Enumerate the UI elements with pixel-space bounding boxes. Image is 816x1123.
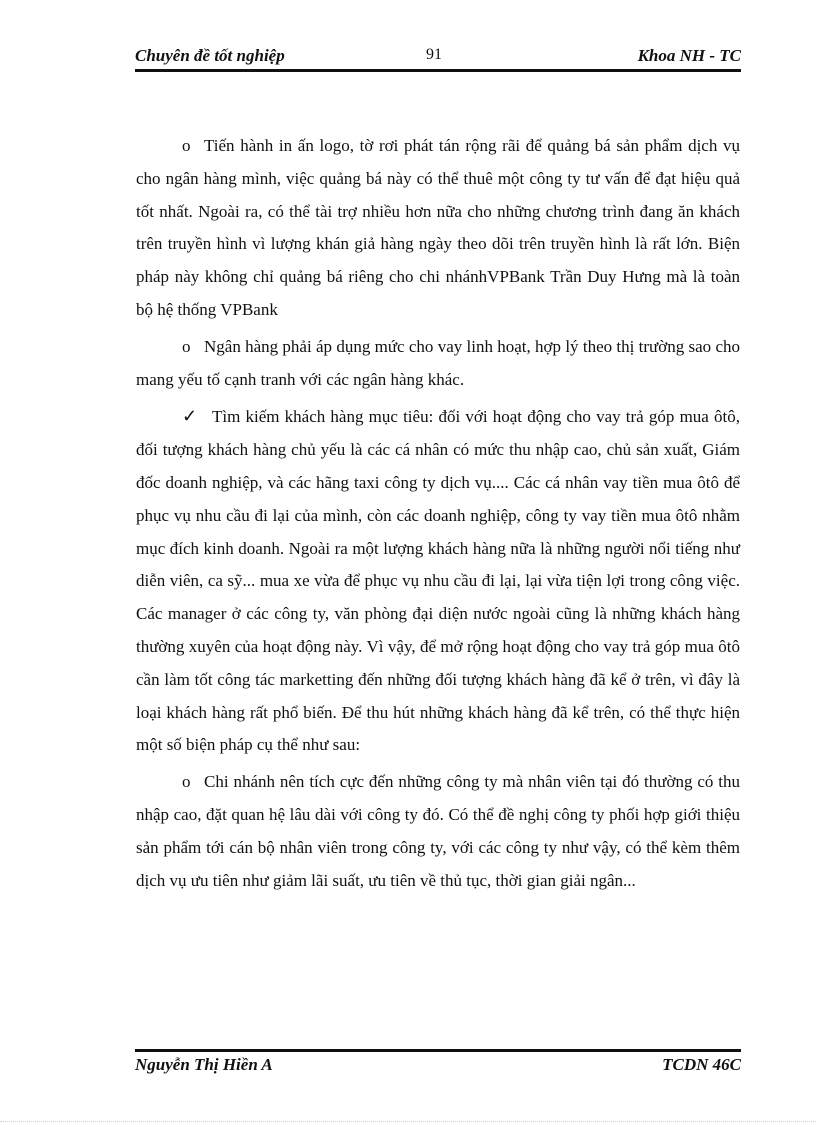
paragraph-branch-outreach [136,766,740,897]
page-footer [135,1055,741,1079]
circle-bullet-icon: o [182,136,191,155]
paragraph-target-customers [136,400,740,762]
page-header [135,46,741,70]
paragraph-text: Tìm kiếm khách hàng mục tiêu: đối với hoạt động cho vay trả góp mua ôtô, đối tượng khách hàng chủ yếu là các cá nhân có mức thu nhập cao, chủ sản xuất, Giám đốc doanh nghiệp, và các hãng taxi công ty dịch vụ.... Các cá nhân vay tiền mua ôtô để phục vụ nhu cầu đi lại của mình, còn các doanh nghiệp, công ty vay tiền mua ôtô nhằm mục đích kinh doanh. Ngoài ra một lượng khách hàng nữa là những người nổi tiếng như diễn viên, ca sỹ... mua xe vừa để phục vụ nhu cầu đi lại, lại vừa tiện lợi trong công việc. Các manager ở các công ty, văn phòng đại diện nước ngoài cũng là những khách hàng thường xuyên của hoạt động này. Vì vậy, để mở rộng hoạt động cho vay trả góp mua ôtô cần làm tốt công tác marketting đến những đối tượng khách hàng đã kể ở trên, vì đây là loại khách hàng rất phổ biến. Để thu hút những khách hàng đã kể trên, có thể thực hiện một số biện pháp cụ thể như sau: [136,407,740,755]
footer-author: Nguyễn Thị Hiền A [135,1055,273,1074]
footer-rule [135,1049,741,1052]
page-number: 91 [426,46,442,63]
header-rule [135,69,741,72]
footer-class-code: TCDN 46C [662,1055,741,1074]
circle-bullet-icon: o [182,336,191,356]
document-body [136,130,740,901]
paragraph-text: Tiến hành in ấn logo, tờ rơi phát tán rộng rãi để quảng bá sản phẩm dịch vụ cho ngân hàng mình, việc quảng bá này có thể thuê một công ty tư vấn để đạt hiệu quả tốt nhất. Ngoài ra, có thể tài trợ nhiều hơn nữa cho những chương trình đang ăn khách trên truyền hình vì lượng khán giả hàng ngày theo dõi trên truyền hình là rất lớn. Biện pháp này không chỉ quảng bá riêng cho chi nhánhVPBank Trần Duy Hưng mà là toàn bộ hệ thống VPBank [136,136,740,319]
header-department: Khoa NH - TC [637,46,741,65]
paragraph-text: Chi nhánh nên tích cực đến những công ty mà nhân viên tại đó thường có thu nhập cao, đặt quan hệ lâu dài với công ty đó. Có thể đề nghị công ty phối hợp giới thiệu sản phẩm tới cán bộ nhân viên trong công ty, với các công ty như vậy, có thể kèm thêm dịch vụ ưu tiên như giảm lãi suất, ưu tiên về thủ tục, thời gian giải ngân... [136,772,740,890]
page-bottom-border [0,1121,816,1122]
header-thesis-title: Chuyên đề tốt nghiệp [135,46,285,65]
circle-bullet-icon: o [182,772,191,792]
checkmark-icon: ✓ [182,406,198,427]
paragraph-text: Ngân hàng phải áp dụng mức cho vay linh hoạt, hợp lý theo thị trường sao cho mang yếu tố cạnh tranh với các ngân hàng khác. [136,336,740,389]
paragraph-advertising [136,130,740,327]
paragraph-lending-rate [136,331,740,397]
